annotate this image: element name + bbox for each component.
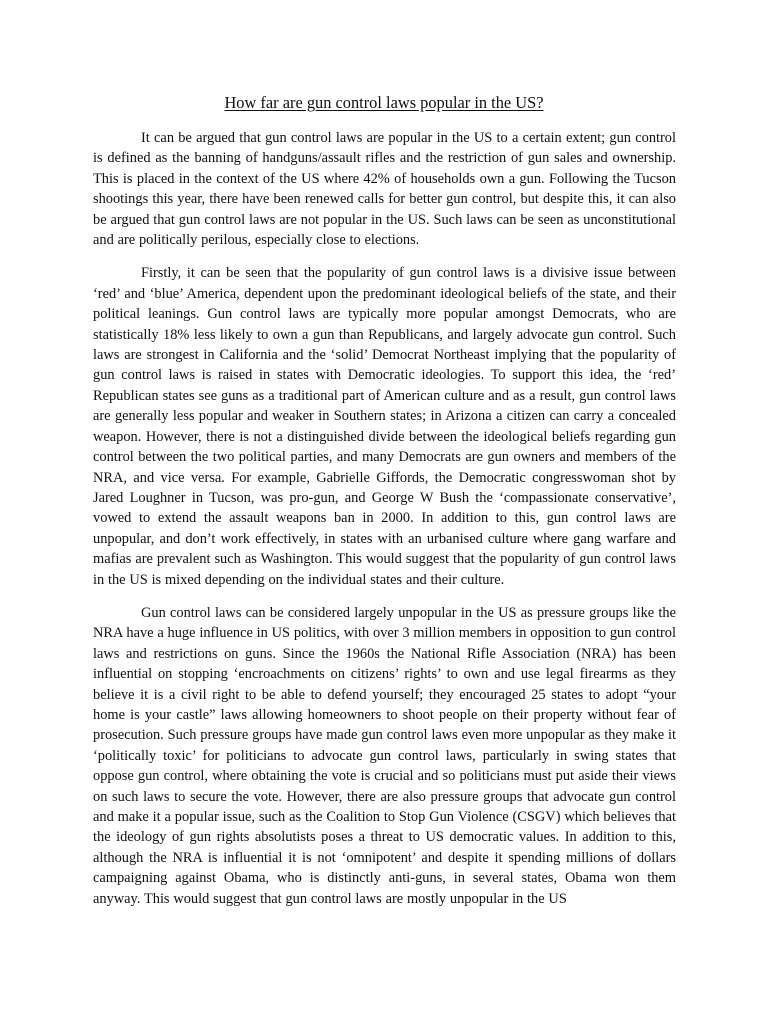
paragraph-red-blue-divide: Firstly, it can be seen that the popularity of gun control laws is a divisive issue between ‘red’ and ‘blue’ America, dependent upon the predominant ideological beliefs of the state, and their political leanings. Gun control laws are typically more popular amongst Democrats, who are statistically 18% less likely to own a gun than Republicans, and largely advocate gun control. Such laws are strongest in California and the ‘solid’ Democrat Northeast implying that the popularity of gun control laws is raised in states with Democratic ideologies. To support this idea, the ‘red’ Republican states see guns as a traditional part of American culture and as a result, gun control laws are generally less popular and weaker in Southern states; in Arizona a citizen can carry a concealed weapon. However, there is not a distinguished divide between the ideological beliefs regarding gun control between the two political parties, and many Democrats are gun owners and members of the NRA, and vice versa. For example, Gabrielle Giffords, the Democratic congresswoman shot by Jared Loughner in Tucson, was pro-gun, and George W Bush the ‘compassionate conservative’, vowed to extend the assault weapons ban in 2000. In addition to this, gun control laws are unpopular, and don’t work effectively, in states with an urbanised culture where gang warfare and mafias are prevalent such as Washington. This would suggest that the popularity of gun control laws in the US is mixed depending on the individual states and their culture. <box>93 265 676 588</box>
document-title: How far are gun control laws popular in the US? <box>224 93 544 112</box>
document-body <box>93 128 676 922</box>
paragraph-pressure-groups: Gun control laws can be considered largely unpopular in the US as pressure groups like the NRA have a huge influence in US politics, with over 3 million members in opposition to gun control laws and restrictions on guns. Since the 1960s the National Rifle Association (NRA) has been influential on stopping ‘encroachments on citizens’ rights’ to own and use legal firearms as they believe it is a civil right to be able to defend yourself; they encouraged 25 states to adopt “your home is your castle” laws allowing homeowners to shoot people on their property without fear of prosecution. Such pressure groups have made gun control laws even more unpopular as they make it ‘politically toxic’ for politicians to advocate gun control laws, particularly in swing states that oppose gun control, where obtaining the vote is crucial and so politicians must put aside their views on such laws to secure the vote. However, there are also pressure groups that advocate gun control and make it a popular issue, such as the Coalition to Stop Gun Violence (CSGV) which believes that the ideology of gun rights absolutists poses a threat to US democratic values. In addition to this, although the NRA is influential it is not ‘omnipotent’ and despite it spending millions of dollars campaigning against Obama, who is distinctly anti-guns, in several states, Obama won them anyway. This would suggest that gun control laws are mostly unpopular in the US <box>93 604 676 907</box>
paragraph-introduction: It can be argued that gun control laws are popular in the US to a certain extent; gun control is defined as the banning of handguns/assault rifles and the restriction of gun sales and ownership. This is placed in the context of the US where 42% of households own a gun. Following the Tucson shootings this year, there have been renewed calls for better gun control, but despite this, it can also be argued that gun control laws are not popular in the US. Such laws can be seen as unconstitutional and are politically perilous, especially close to elections. <box>93 130 676 249</box>
